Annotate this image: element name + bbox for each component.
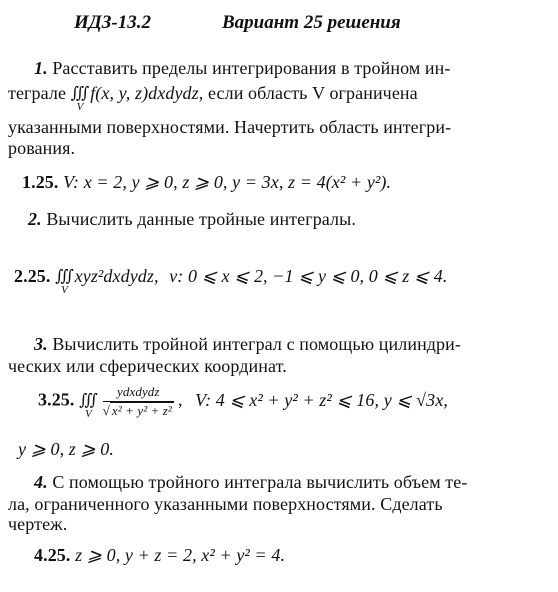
item-4-25 <box>34 545 285 566</box>
fraction-denominator: √ x² + y² + z² <box>102 403 172 418</box>
item-2-25 <box>14 266 448 296</box>
assignment-code: ИДЗ-13.2 <box>74 12 152 33</box>
item-2-25-integrand: xyz²dxdydz, <box>74 266 159 286</box>
variant-title: Вариант 25 решения <box>222 12 401 33</box>
task4-number: 4. <box>34 472 48 492</box>
integral-domain: V <box>61 284 68 296</box>
task1-prefix: теграле <box>8 83 67 103</box>
task1-number: 1. <box>34 58 48 78</box>
task4-line1 <box>34 472 467 493</box>
task2 <box>28 209 356 230</box>
task1-line2 <box>8 83 418 113</box>
task1-line1 <box>34 58 450 79</box>
task4-line3: чертеж. <box>8 514 68 534</box>
task4-text-line1: С помощью тройного интеграла вычислить объем те- <box>52 472 468 492</box>
task1-text-line1: Расставить пределы интегрирования в тройном ин- <box>52 58 451 78</box>
task1-line4: рования. <box>8 138 76 158</box>
item-1-25-number: 1.25. <box>22 172 59 192</box>
task1-line3: указанными поверхностями. Начертить область интегри- <box>8 117 452 137</box>
task2-text: Вычислить данные тройные интегралы. <box>46 209 356 229</box>
integral-symbol: ∭ V <box>79 391 95 420</box>
sqrt-radicand: x² + y² + z² <box>111 403 172 418</box>
item-2-25-number: 2.25. <box>14 266 51 286</box>
task3-line2: ческих или сферических координат. <box>8 356 287 376</box>
item-4-25-number: 4.25. <box>34 545 71 565</box>
item-4-25-text: z ⩾ 0, y + z = 2, x² + y² = 4. <box>75 545 286 565</box>
task3-text-line1: Вычислить тройной интеграл с помощью цилиндри- <box>52 334 461 354</box>
integral-symbol: ∭ V <box>55 268 71 296</box>
integral-domain: V <box>85 407 92 420</box>
item-3-25-continuation: y ⩾ 0, z ⩾ 0. <box>18 439 114 459</box>
task3-number: 3. <box>34 334 48 354</box>
fraction-numerator: ydxdydz <box>103 384 174 402</box>
task4-line2: ла, ограниченного указанными поверхностями. Сделать <box>8 494 443 514</box>
item-3-25-conditions: V: 4 ⩽ x² + y² + z² ⩽ 16, y ⩽ √3x, <box>195 389 448 410</box>
item-3-25-number: 3.25. <box>38 389 75 410</box>
item-2-25-conditions: v: 0 ⩽ x ⩽ 2, −1 ⩽ y ⩽ 0, 0 ⩽ z ⩽ 4. <box>169 266 448 286</box>
task1-suffix: если область V ограничена <box>207 83 418 103</box>
item-1-25-text: V: x = 2, y ⩾ 0, z ⩾ 0, y = 3x, z = 4(x² + y²). <box>63 172 392 192</box>
task3-line1 <box>34 334 461 355</box>
integral-symbol: ∭ V <box>70 85 86 113</box>
task1-integrand: f(x, y, z)dxdydz, <box>90 83 204 103</box>
fraction <box>103 384 174 419</box>
integral-domain: V <box>76 101 84 113</box>
item-1-25 <box>22 172 391 193</box>
item-3-25: 3.25. ∭ V $\frac{\text{ydxdydz}}{\text{√ x² + y² + z²}}$ , V: 4 ⩽ x² + y² + z² ⩽ 16, y ⩽ √3x, <box>38 384 448 420</box>
task2-number: 2. <box>28 209 42 229</box>
